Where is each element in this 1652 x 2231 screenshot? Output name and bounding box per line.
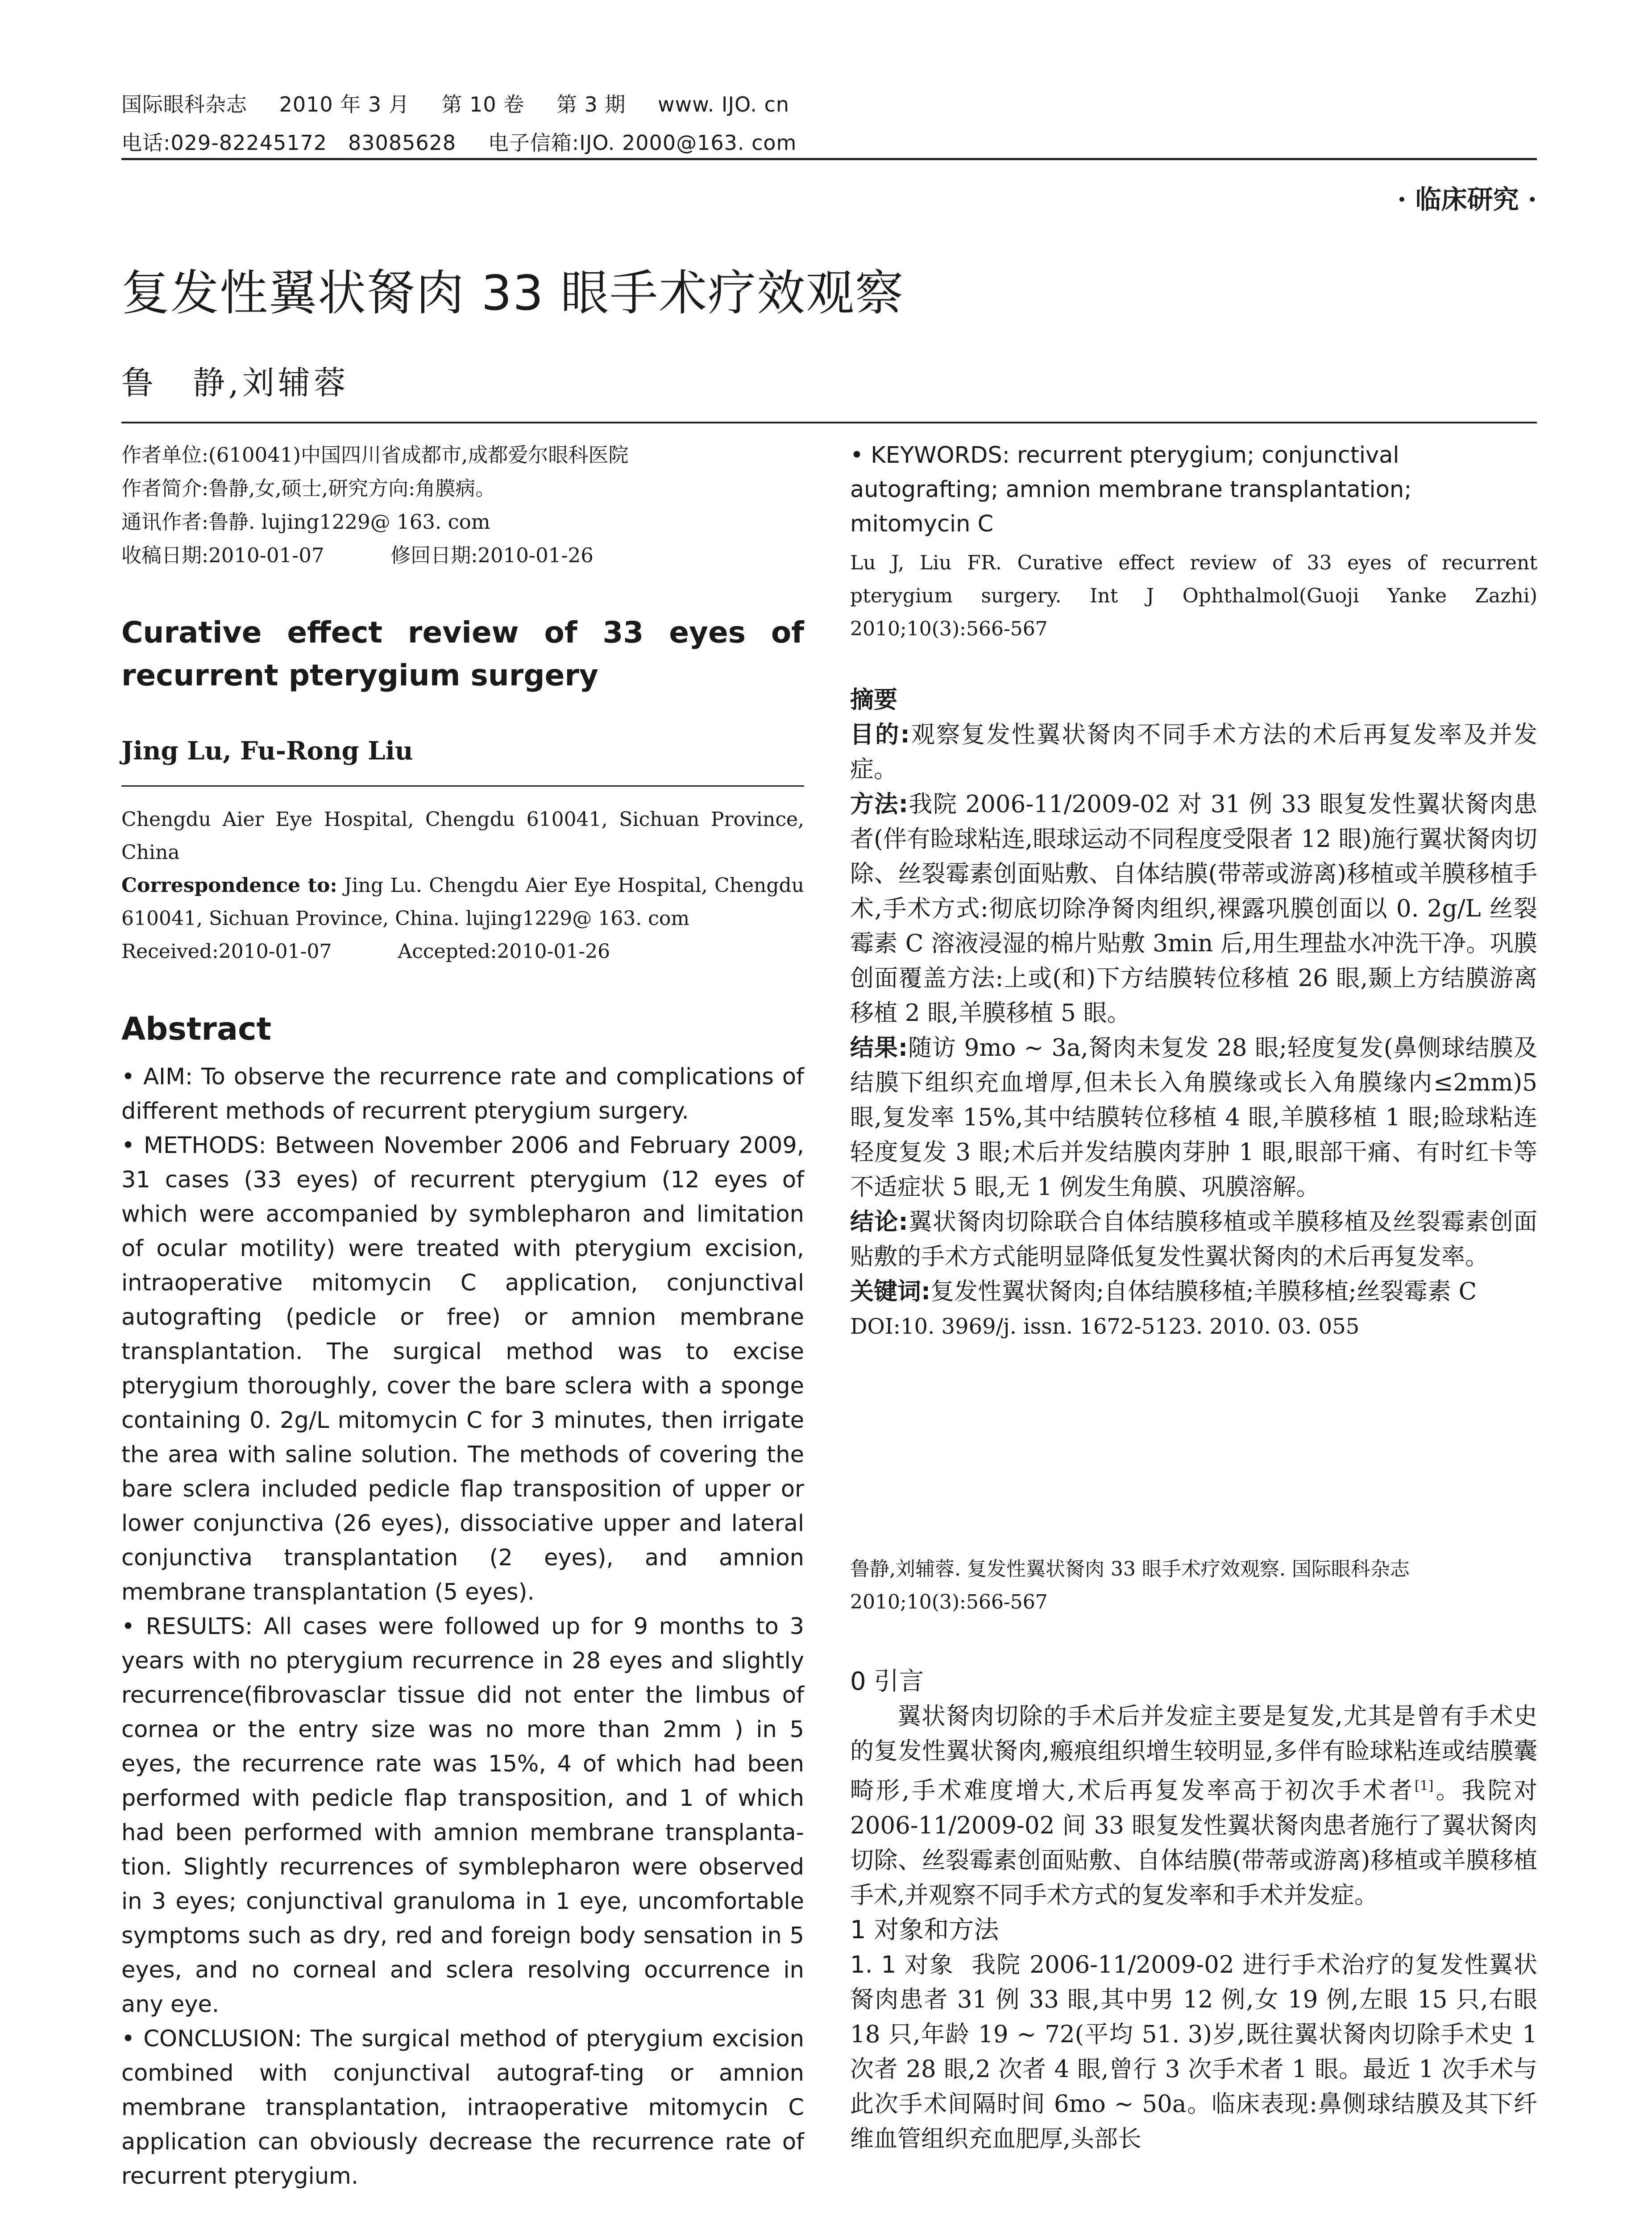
article-title-cn: 复发性翼状胬肉 33 眼手术疗效观察 (121, 265, 905, 321)
affiliation-cn: 作者单位:(610041)中国四川省成都市,成都爱尔眼科医院 (121, 443, 629, 467)
abstract-methods-en: • METHODS: Between November 2006 and February 2009, 31 cases (33 eyes) of recurrent pterygium (12 eyes of which were accompanied by symblepharon and limitation of ocular motility) were treated with pterygium excision, intraoperative mitomycin C application, conjunctival autografting (pedicle or free) or amnion membrane transplantation. The surgical method was to excise pterygium thoroughly, cover the bare sclera with a sponge containing 0. 2g/L mitomycin C for 3 minutes, then irrigate the area with saline solution. The methods of covering the bare sclera included pedicle flap transposition of upper or lower conjunctiva (26 eyes), dissociative upper and lateral conjunctiva transplantation (2 eyes), and amnion membrane transplantation (5 eyes). (121, 1132, 804, 1605)
keywords-cn (850, 1274, 1537, 1309)
abstract-conclusion-cn (850, 1205, 1537, 1274)
header-rule (121, 158, 1537, 160)
journal-phone: 电话:029-82245172 83085628 (121, 131, 457, 155)
citation-en: Lu J, Liu FR. Curative effect review of 33 eyes of recurrent pterygium surgery. Int J Ophthalmol(Guoji Yanke Zazhi) 2010;10(3):566-567 (850, 552, 1537, 640)
dates-cn (121, 539, 804, 572)
citation-cn: 鲁静,刘辅蓉. 复发性翼状胬肉 33 眼手术疗效观察. 国际眼科杂志 2010;10(3):566-567 (850, 1558, 1410, 1613)
title-rule (121, 422, 1537, 423)
conclusion-label-cn: 结论: (850, 1208, 908, 1236)
abstract-heading-cn: 摘要 (850, 686, 897, 713)
abstract-heading-en: Abstract (121, 1011, 272, 1047)
conclusion-text-cn: 翼状胬肉切除联合自体结膜移植或羊膜移植及丝裂霉素创面贴敷的手术方式能明显降低复发性翼状胬肉的术后再复发率。 (850, 1208, 1537, 1270)
journal-header-line1 (121, 88, 814, 118)
methods-text-cn: 我院 2006-11/2009-02 对 31 例 33 眼复发性翼状胬肉患者(伴有睑球粘连,眼球运动不同程度受限者 12 眼)施行翼状胬肉切除、丝裂霉素创面贴敷、自体结膜(带蒂或游离)移植或羊膜移植手术,手术方式:彻底切除净胬肉组织,裸露巩膜创面以 0. 2g/L 丝裂霉素 C 溶液浸湿的棉片贴敷 3min 后,用生理盐水冲洗干净。巩膜创面覆盖方法:上或(和)下方结膜转位移植 26 眼,颞上方结膜游离移植 2 眼,羊膜移植 5 眼。 (850, 791, 1537, 1027)
keywords-label-cn: 关键词: (850, 1278, 931, 1305)
dates-en (121, 935, 804, 968)
journal-website: www. IJO. cn (658, 92, 790, 116)
abstract-results-cn (850, 1031, 1537, 1205)
issue-date: 2010 年 3 月 (279, 92, 410, 116)
body-text (850, 1664, 1537, 2156)
correspondence-en-text: Jing Lu. Chengdu Aier Eye Hospital, Chengdu 610041, Sichuan Province, China. lujing1229@ 163. com (121, 874, 804, 930)
intro-reference: [1] (1414, 1778, 1434, 1794)
abstract-results-en: • RESULTS: All cases were followed up for 9 months to 3 years with no pterygium recurrence in 28 eyes and slightly recurrence(fibrovasclar tissue did not enter the limbus of cornea or the entry size was no more than 2mm ) in 5 eyes, the recurrence rate was 15%, 4 of which had been performed with pedicle flap transposition, and 1 of which had been performed with amnion membrane transplanta-tion. Slightly recurrences of symblepharon were observed in 3 eyes; conjunctival granuloma in 1 eye, uncomfortable symptoms such as dry, red and foreign body sensation in 5 eyes, and no corneal and sclera resolving occurrence in any eye. (121, 1613, 804, 2018)
aim-text-cn: 观察复发性翼状胬肉不同手术方法的术后再复发率及并发症。 (850, 721, 1537, 783)
results-label-cn: 结果: (850, 1034, 908, 1062)
journal-name: 国际眼科杂志 (121, 92, 247, 116)
correspondence-cn: 通讯作者:鲁静. lujing1229@ 163. com (121, 510, 490, 534)
keywords-en: • KEYWORDS: recurrent pterygium; conjunctival autografting; amnion membrane transplantation; mitomycin C (850, 442, 1412, 537)
received-date-en: Received:2010-01-07 (121, 940, 332, 963)
intro-paragraph: 翼状胬肉切除的手术后并发症主要是复发,尤其是曾有手术史的复发性翼状胬肉,瘢痕组织增生较明显,多伴有睑球粘连或结膜囊畸形,手术难度增大,术后再复发率高于初次手术者[1]。我院对 2006-11/2009-02 间 33 眼复发性翼状胬肉患者施行了翼状胬肉切除、丝裂霉素创面贴敷、自体结膜(带蒂或游离)移植或羊膜移植手术,并观察不同手术方式的复发率和手术并发症。 (850, 1703, 1537, 1909)
correspondence-en (121, 869, 804, 935)
en-authors-rule (121, 785, 804, 787)
accepted-date-en: Accepted:2010-01-26 (398, 940, 610, 963)
affiliation-en-block (121, 803, 804, 968)
section1-text: 我院 2006-11/2009-02 进行手术治疗的复发性翼状胬肉患者 31 例 33 眼,其中男 12 例,女 19 例,左眼 15 只,右眼 18 只,年龄 19 ~ 72(平均 51. 3)岁,既往翼状胬肉切除手术史 1 次者 28 眼,2 次者 4 眼,曾行 3 次手术者 1 眼。最近 1 次手术与此次手术间隔时间 6mo ~ 50a。临床表现:鼻侧球结膜及其下纤维血管组织充血肥厚,头部长 (850, 1951, 1537, 2152)
journal-email: 电子信箱:IJO. 2000@163. com (488, 131, 797, 155)
journal-header-line2 (121, 127, 822, 156)
abstract-cn (850, 683, 1537, 1344)
section1-heading: 1 对象和方法 (850, 1915, 999, 1945)
intro-heading: 0 引言 (850, 1667, 924, 1696)
abstract-methods-cn (850, 787, 1537, 1031)
issue-number: 第 3 期 (556, 92, 626, 116)
received-date-cn: 收稿日期:2010-01-07 (121, 543, 324, 567)
affiliation-en: Chengdu Aier Eye Hospital, Chengdu 610041, Sichuan Province, China (121, 808, 804, 864)
issue-volume: 第 10 卷 (441, 92, 525, 116)
section-tag: · 临床研究 · (1397, 184, 1537, 215)
author-bio-cn: 作者简介:鲁静,女,硕士,研究方向:角膜病。 (121, 477, 496, 500)
section1-sub-label: 1. 1 对象 (850, 1951, 954, 1978)
authors-cn: 鲁 静,刘辅蓉 (121, 364, 349, 402)
results-text-cn: 随访 9mo ~ 3a,胬肉未复发 28 眼;轻度复发(鼻侧球结膜及结膜下组织充血增厚,但未长入角膜缘或长入角膜缘内≤2mm)5 眼,复发率 15%,其中结膜转位移植 4 眼,羊膜移植 1 眼;睑球粘连轻度复发 3 眼;术后并发结膜肉芽肿 1 眼,眼部干痛、有时红卡等不适症状 5 眼,无 1 例发生角膜、巩膜溶解。 (850, 1034, 1537, 1201)
abstract-aim-cn (850, 717, 1537, 787)
abstract-aim-en: • AIM: To observe the recurrence rate and complications of different methods of recurrent pterygium surgery. (121, 1064, 804, 1124)
article-title-en: Curative effect review of 33 eyes of recurrent pterygium surgery (121, 615, 804, 693)
author-info-cn (121, 438, 804, 572)
aim-label-cn: 目的: (850, 721, 910, 748)
authors-en: Jing Lu, Fu-Rong Liu (121, 736, 413, 766)
abstract-body-en (121, 1060, 804, 2194)
abstract-conclusion-en: • CONCLUSION: The surgical method of pterygium excision combined with conjunctival autograf-ting or amnion membrane transplantation, intraoperative mitomycin C application can obviously decrease the recurrence rate of recurrent pterygium. (121, 2026, 804, 2190)
correspondence-en-label: Correspondence to: (121, 874, 337, 897)
methods-label-cn: 方法: (850, 791, 909, 818)
doi: DOI:10. 3969/j. issn. 1672-5123. 2010. 03. 055 (850, 1314, 1360, 1339)
keywords-text-cn: 复发性翼状胬肉;自体结膜移植;羊膜移植;丝裂霉素 C (930, 1278, 1477, 1305)
section1-paragraph (850, 1948, 1537, 2156)
revised-date-cn: 修回日期:2010-01-26 (390, 543, 594, 567)
